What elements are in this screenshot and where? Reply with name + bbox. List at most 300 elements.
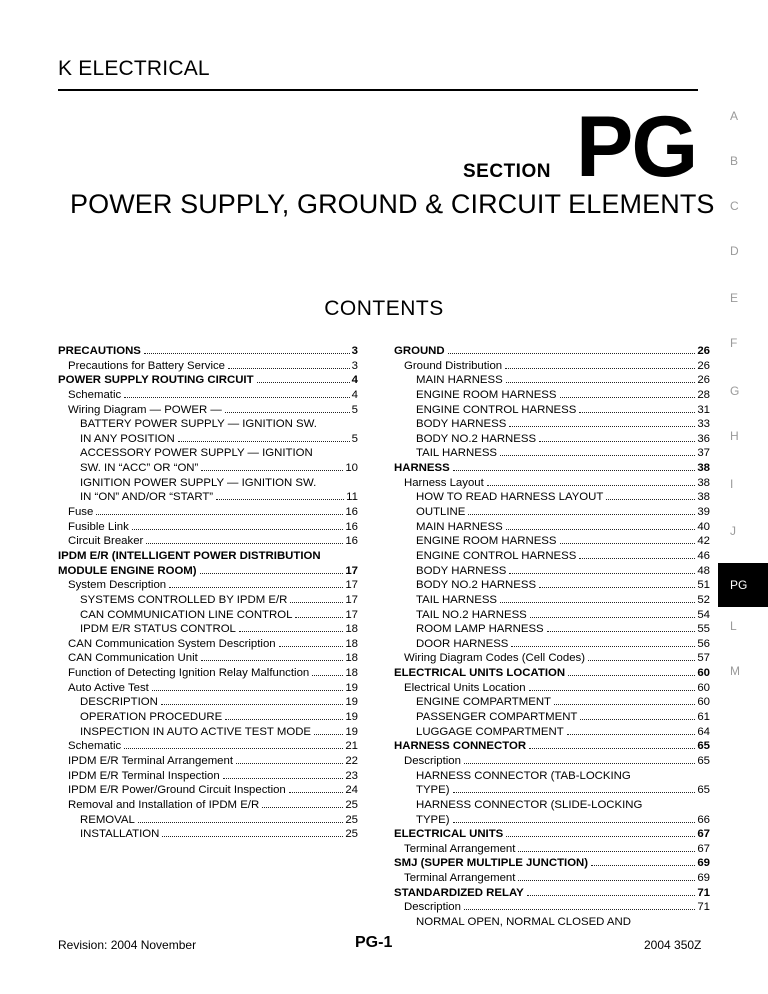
toc-entry-page: 42	[697, 535, 710, 548]
toc-left-column	[58, 344, 358, 842]
toc-entry[interactable]	[58, 622, 358, 637]
toc-dot-leader	[178, 441, 350, 442]
toc-entry[interactable]	[394, 827, 710, 842]
toc-entry-page: 40	[697, 520, 710, 533]
toc-entry-title: CAN Communication System Description	[68, 637, 276, 650]
toc-entry[interactable]	[394, 359, 710, 374]
toc-dot-leader	[200, 573, 344, 574]
toc-entry-title: TYPE)	[416, 813, 450, 826]
toc-entry[interactable]	[58, 388, 358, 403]
toc-dot-leader	[295, 617, 343, 618]
toc-entry-title: HARNESS CONNECTOR (TAB-LOCKING	[416, 769, 631, 782]
toc-entry-page: 31	[697, 403, 710, 416]
toc-entry-page: 5	[351, 432, 358, 445]
toc-dot-leader	[312, 675, 343, 676]
section-tab-f[interactable]	[718, 336, 768, 350]
toc-entry-page: 3	[351, 359, 358, 372]
toc-dot-leader	[554, 704, 695, 705]
toc-entry-page: 17	[345, 564, 358, 577]
section-tab-label: F	[730, 336, 738, 350]
toc-entry[interactable]	[394, 842, 710, 857]
toc-entry-title: IPDM E/R (INTELLIGENT POWER DISTRIBUTION	[58, 549, 321, 562]
toc-dot-leader	[567, 734, 696, 735]
toc-dot-leader	[201, 660, 344, 661]
toc-entry-title: ENGINE CONTROL HARNESS	[416, 403, 577, 416]
toc-entry-title: REMOVAL	[80, 813, 135, 826]
toc-entry-title: CAN COMMUNICATION LINE CONTROL	[80, 608, 293, 621]
section-tab-g[interactable]	[718, 384, 768, 398]
toc-entry[interactable]	[58, 754, 358, 769]
toc-dot-leader	[579, 412, 695, 413]
section-tab-label: I	[730, 477, 734, 491]
toc-dot-leader	[509, 426, 695, 427]
toc-entry-page: 71	[697, 886, 710, 899]
toc-entry[interactable]	[394, 622, 710, 637]
toc-dot-leader	[453, 822, 696, 823]
toc-entry[interactable]	[394, 549, 710, 564]
toc-entry-title: Description	[404, 901, 461, 914]
toc-entry[interactable]	[394, 344, 710, 359]
toc-dot-leader	[216, 499, 344, 500]
toc-entry-title: Removal and Installation of IPDM E/R	[68, 798, 260, 811]
toc-entry[interactable]	[394, 856, 710, 871]
toc-dot-leader	[279, 646, 344, 647]
toc-entry[interactable]	[394, 388, 710, 403]
toc-entry-title: CAN Communication Unit	[68, 652, 198, 665]
toc-entry-title: Ground Distribution	[404, 359, 503, 372]
toc-entry-page: 48	[697, 564, 710, 577]
section-tab-label: E	[730, 291, 739, 305]
toc-entry-title: SYSTEMS CONTROLLED BY IPDM E/R	[80, 593, 288, 606]
toc-dot-leader	[96, 514, 343, 515]
section-tab-label: PG	[730, 578, 748, 592]
toc-entry-title: BATTERY POWER SUPPLY — IGNITION SW.	[80, 418, 317, 431]
toc-entry-title: Terminal Arrangement	[404, 842, 516, 855]
toc-entry[interactable]	[394, 520, 710, 535]
toc-entry[interactable]	[58, 373, 358, 388]
toc-entry-page: 26	[697, 374, 710, 387]
toc-entry-title: ENGINE ROOM HARNESS	[416, 535, 557, 548]
toc-entry[interactable]	[394, 710, 710, 725]
toc-entry[interactable]	[58, 564, 358, 579]
toc-entry[interactable]	[58, 534, 358, 549]
toc-entry[interactable]	[394, 769, 710, 784]
toc-entry[interactable]	[58, 359, 358, 374]
toc-entry[interactable]	[394, 666, 710, 681]
section-tab-label: H	[730, 429, 739, 443]
toc-entry-page: 4	[351, 374, 358, 387]
toc-dot-leader	[162, 836, 343, 837]
toc-entry-page: 16	[345, 520, 358, 533]
toc-entry-page: 60	[697, 696, 710, 709]
toc-entry[interactable]	[394, 900, 710, 915]
toc-entry[interactable]	[58, 520, 358, 535]
toc-dot-leader	[239, 631, 343, 632]
toc-entry-title: ELECTRICAL UNITS LOCATION	[394, 667, 566, 680]
toc-entry-title: IPDM E/R STATUS CONTROL	[80, 623, 236, 636]
toc-dot-leader	[257, 382, 350, 383]
toc-entry[interactable]	[394, 593, 710, 608]
toc-entry-title: OUTLINE	[416, 506, 466, 519]
toc-entry-page: 36	[697, 432, 710, 445]
toc-dot-leader	[560, 543, 696, 544]
toc-entry-title: SMJ (SUPER MULTIPLE JUNCTION)	[394, 857, 589, 870]
section-tab-label: D	[730, 244, 739, 258]
toc-entry[interactable]	[394, 813, 710, 828]
toc-entry[interactable]	[58, 710, 358, 725]
section-word: SECTION	[463, 161, 551, 182]
toc-dot-leader	[468, 514, 695, 515]
toc-entry-title: BODY HARNESS	[416, 564, 507, 577]
toc-dot-leader	[606, 499, 695, 500]
toc-dot-leader	[506, 382, 696, 383]
toc-right-column	[394, 344, 710, 930]
toc-entry[interactable]	[58, 593, 358, 608]
toc-entry[interactable]	[394, 915, 710, 930]
toc-dot-leader	[124, 397, 349, 398]
toc-entry-title: Fusible Link	[68, 520, 129, 533]
toc-entry[interactable]	[394, 725, 710, 740]
toc-entry-page: 60	[697, 681, 710, 694]
toc-entry-page: 37	[697, 447, 710, 460]
toc-dot-leader	[518, 851, 695, 852]
toc-dot-leader	[530, 617, 696, 618]
toc-entry-page: 60	[697, 667, 710, 680]
toc-entry[interactable]	[394, 476, 710, 491]
toc-entry-page: 46	[697, 549, 710, 562]
toc-dot-leader	[152, 690, 343, 691]
toc-entry[interactable]	[394, 417, 710, 432]
toc-dot-leader	[547, 631, 696, 632]
toc-entry-page: 11	[346, 491, 358, 504]
toc-entry-page: 3	[351, 345, 358, 357]
toc-entry-page: 25	[345, 798, 358, 811]
toc-entry-title: Auto Active Test	[68, 681, 149, 694]
toc-entry-title: HARNESS CONNECTOR	[394, 740, 527, 753]
toc-entry[interactable]	[58, 461, 358, 476]
toc-entry[interactable]	[58, 505, 358, 520]
toc-entry[interactable]	[394, 637, 710, 652]
toc-entry-page: 38	[697, 491, 710, 504]
toc-dot-leader	[464, 763, 695, 764]
toc-entry-title: BODY HARNESS	[416, 418, 507, 431]
toc-entry-title: HOW TO READ HARNESS LAYOUT	[416, 491, 604, 504]
toc-dot-leader	[506, 836, 695, 837]
toc-entry[interactable]	[394, 608, 710, 623]
toc-entry[interactable]	[394, 564, 710, 579]
toc-entry[interactable]	[58, 344, 358, 359]
toc-dot-leader	[464, 909, 695, 910]
toc-entry[interactable]	[58, 798, 358, 813]
toc-dot-leader	[144, 353, 350, 354]
toc-entry-page: 25	[345, 813, 358, 826]
toc-entry-title: BODY NO.2 HARNESS	[416, 579, 537, 592]
toc-entry[interactable]	[394, 754, 710, 769]
toc-entry-title: DESCRIPTION	[80, 696, 158, 709]
toc-entry[interactable]	[394, 534, 710, 549]
toc-entry-page: 18	[345, 652, 358, 665]
toc-entry-page: 18	[345, 637, 358, 650]
section-tab-e[interactable]	[718, 291, 768, 305]
contents-heading: CONTENTS	[324, 297, 444, 320]
toc-entry[interactable]	[394, 695, 710, 710]
toc-entry[interactable]	[58, 739, 358, 754]
toc-dot-leader	[527, 895, 696, 896]
toc-entry[interactable]	[394, 578, 710, 593]
toc-entry-page: 17	[345, 579, 358, 592]
toc-entry-page: 18	[345, 623, 358, 636]
toc-dot-leader	[505, 368, 695, 369]
toc-dot-leader	[161, 704, 343, 705]
toc-entry[interactable]	[394, 446, 710, 461]
toc-entry[interactable]	[58, 476, 358, 491]
toc-entry[interactable]	[394, 373, 710, 388]
toc-entry-page: 16	[345, 506, 358, 519]
toc-entry-title: IN ANY POSITION	[80, 432, 175, 445]
footer-page-number: PG-1	[355, 934, 393, 951]
toc-dot-leader	[539, 587, 695, 588]
toc-entry-page: 38	[697, 476, 710, 489]
section-tab-d[interactable]	[718, 244, 768, 258]
toc-entry[interactable]	[394, 403, 710, 418]
toc-entry-title: Description	[404, 754, 461, 767]
toc-entry-page: 39	[697, 506, 710, 519]
toc-entry-title: Schematic	[68, 740, 122, 753]
section-tab-label: A	[730, 109, 739, 123]
toc-entry-title: ENGINE ROOM HARNESS	[416, 388, 557, 401]
toc-dot-leader	[529, 748, 695, 749]
toc-entry-title: Fuse	[68, 506, 94, 519]
section-tab-j[interactable]	[718, 524, 768, 538]
toc-dot-leader	[509, 573, 695, 574]
toc-entry-title: LUGGAGE COMPARTMENT	[416, 725, 564, 738]
toc-dot-leader	[225, 719, 343, 720]
section-tab-label: M	[730, 664, 740, 678]
toc-dot-leader	[138, 822, 343, 823]
toc-entry[interactable]	[394, 490, 710, 505]
toc-entry-page: 21	[345, 740, 358, 753]
toc-entry-page: 67	[697, 842, 710, 855]
toc-entry-title: NORMAL OPEN, NORMAL CLOSED AND	[416, 915, 631, 928]
toc-entry[interactable]	[58, 651, 358, 666]
toc-dot-leader	[236, 763, 343, 764]
section-tab-pg[interactable]	[718, 563, 768, 607]
toc-entry-title: IPDM E/R Power/Ground Circuit Inspection	[68, 784, 286, 797]
section-tab-c[interactable]	[718, 199, 768, 213]
toc-entry-title: MAIN HARNESS	[416, 374, 503, 387]
footer-model: 2004 350Z	[644, 938, 702, 952]
toc-entry[interactable]	[58, 578, 358, 593]
toc-entry[interactable]	[58, 695, 358, 710]
toc-entry-page: 18	[345, 667, 358, 680]
section-tab-a[interactable]	[718, 109, 768, 123]
section-tab-label: B	[730, 154, 739, 168]
toc-entry-title: Schematic	[68, 388, 122, 401]
toc-entry-title: Function of Detecting Ignition Relay Malfunction	[68, 667, 310, 680]
toc-dot-leader	[529, 690, 696, 691]
toc-dot-leader	[262, 807, 343, 808]
toc-entry-page: 19	[345, 681, 358, 694]
toc-entry[interactable]	[58, 813, 358, 828]
toc-entry-page: 69	[697, 857, 710, 870]
toc-entry-page: 56	[697, 637, 710, 650]
toc-entry-page: 54	[697, 608, 710, 621]
toc-entry-title: Wiring Diagram — POWER —	[68, 403, 222, 416]
toc-entry-page: 61	[697, 711, 710, 724]
toc-entry-title: PASSENGER COMPARTMENT	[416, 711, 578, 724]
chapter-header: K ELECTRICAL	[58, 57, 210, 80]
toc-dot-leader	[539, 441, 695, 442]
toc-entry-title: TYPE)	[416, 784, 450, 797]
toc-dot-leader	[453, 792, 696, 793]
toc-entry-title: ROOM LAMP HARNESS	[416, 623, 544, 636]
toc-entry[interactable]	[394, 461, 710, 476]
toc-entry-page: 22	[345, 754, 358, 767]
section-tab-label: J	[730, 524, 736, 538]
toc-entry-title: IPDM E/R Terminal Arrangement	[68, 754, 234, 767]
toc-dot-leader	[225, 412, 350, 413]
toc-entry[interactable]	[58, 446, 358, 461]
section-tab-label: G	[730, 384, 740, 398]
toc-dot-leader	[124, 748, 343, 749]
toc-entry-title: TAIL HARNESS	[416, 593, 498, 606]
toc-entry-title: Circuit Breaker	[68, 535, 144, 548]
toc-entry-title: BODY NO.2 HARNESS	[416, 432, 537, 445]
toc-entry-page: 26	[697, 359, 710, 372]
toc-dot-leader	[314, 734, 343, 735]
toc-dot-leader	[289, 792, 344, 793]
toc-entry-title: IGNITION POWER SUPPLY — IGNITION SW.	[80, 476, 317, 489]
toc-entry[interactable]	[58, 417, 358, 432]
toc-entry-page: 66	[697, 813, 710, 826]
toc-entry-page: 25	[345, 828, 358, 841]
toc-dot-leader	[500, 602, 695, 603]
toc-entry-page: 51	[697, 579, 710, 592]
toc-dot-leader	[223, 778, 344, 779]
toc-entry-page: 26	[697, 345, 710, 357]
toc-entry-title: GROUND	[394, 345, 445, 357]
toc-entry-title: Terminal Arrangement	[404, 872, 516, 885]
toc-entry-title: Electrical Units Location	[404, 681, 526, 694]
toc-dot-leader	[580, 719, 695, 720]
toc-entry-title: Wiring Diagram Codes (Cell Codes)	[404, 652, 586, 665]
toc-entry-page: 69	[697, 872, 710, 885]
section-tab-label: L	[730, 619, 737, 633]
toc-entry-title: MODULE ENGINE ROOM)	[58, 564, 197, 577]
section-tab-m[interactable]	[718, 664, 768, 678]
toc-entry-page: 19	[345, 696, 358, 709]
section-tab-l[interactable]	[718, 619, 768, 633]
toc-entry-page: 19	[345, 725, 358, 738]
toc-entry-page: 10	[345, 462, 358, 475]
toc-entry[interactable]	[58, 549, 358, 564]
toc-entry-page: 55	[697, 623, 710, 636]
toc-entry[interactable]	[58, 666, 358, 681]
toc-entry[interactable]	[394, 783, 710, 798]
toc-dot-leader	[518, 880, 695, 881]
toc-entry-title: Harness Layout	[404, 476, 484, 489]
toc-entry-title: INSPECTION IN AUTO ACTIVE TEST MODE	[80, 725, 312, 738]
toc-entry-page: 5	[351, 403, 358, 416]
toc-dot-leader	[453, 470, 696, 471]
toc-entry-page: 33	[697, 418, 710, 431]
toc-dot-leader	[579, 558, 695, 559]
toc-entry-title: INSTALLATION	[80, 828, 160, 841]
toc-dot-leader	[228, 368, 350, 369]
toc-entry-title: ENGINE COMPARTMENT	[416, 696, 552, 709]
toc-entry-page: 67	[697, 828, 710, 841]
toc-dot-leader	[560, 397, 696, 398]
section-code: PG	[576, 99, 697, 195]
footer-revision: Revision: 2004 November	[58, 938, 197, 952]
toc-entry-page: 57	[697, 652, 710, 665]
section-tab-b[interactable]	[718, 154, 768, 168]
toc-entry[interactable]	[394, 798, 710, 813]
toc-entry[interactable]	[394, 681, 710, 696]
toc-entry-page: 28	[697, 388, 710, 401]
toc-dot-leader	[448, 353, 696, 354]
toc-entry-page: 38	[697, 462, 710, 475]
toc-entry-page: 52	[697, 593, 710, 606]
toc-entry-title: SW. IN “ACC” OR “ON”	[80, 462, 199, 475]
toc-dot-leader	[290, 602, 343, 603]
toc-entry-title: Precautions for Battery Service	[68, 359, 226, 372]
toc-entry[interactable]	[58, 769, 358, 784]
toc-entry[interactable]	[58, 403, 358, 418]
toc-entry-title: PRECAUTIONS	[58, 345, 141, 357]
toc-entry[interactable]	[394, 432, 710, 447]
toc-dot-leader	[511, 646, 695, 647]
toc-entry-page: 16	[345, 535, 358, 548]
toc-entry[interactable]	[394, 505, 710, 520]
toc-entry-page: 4	[351, 388, 358, 401]
toc-dot-leader	[146, 543, 343, 544]
toc-entry-title: ACCESSORY POWER SUPPLY — IGNITION	[80, 447, 313, 460]
toc-entry-page: 71	[697, 901, 710, 914]
toc-entry-title: OPERATION PROCEDURE	[80, 711, 223, 724]
toc-dot-leader	[169, 587, 343, 588]
toc-entry-title: POWER SUPPLY ROUTING CIRCUIT	[58, 374, 254, 387]
section-tab-i[interactable]	[718, 477, 768, 491]
toc-entry-title: IPDM E/R Terminal Inspection	[68, 769, 220, 782]
toc-entry[interactable]	[58, 783, 358, 798]
toc-dot-leader	[591, 865, 695, 866]
toc-entry-page: 17	[345, 593, 358, 606]
toc-entry-title: TAIL NO.2 HARNESS	[416, 608, 527, 621]
page-title: POWER SUPPLY, GROUND & CIRCUIT ELEMENTS	[70, 189, 715, 219]
section-tab-h[interactable]	[718, 429, 768, 443]
toc-entry-title: MAIN HARNESS	[416, 520, 503, 533]
toc-dot-leader	[568, 675, 695, 676]
toc-entry[interactable]	[58, 637, 358, 652]
toc-entry[interactable]	[58, 827, 358, 842]
toc-entry[interactable]	[394, 651, 710, 666]
toc-entry[interactable]	[58, 608, 358, 623]
toc-entry-page: 64	[697, 725, 710, 738]
toc-entry[interactable]	[58, 725, 358, 740]
toc-entry-title: STANDARDIZED RELAY	[394, 886, 524, 899]
toc-entry[interactable]	[394, 886, 710, 901]
toc-entry[interactable]	[58, 432, 358, 447]
toc-entry[interactable]	[58, 681, 358, 696]
toc-entry[interactable]	[394, 739, 710, 754]
toc-dot-leader	[132, 529, 344, 530]
toc-entry-page: 65	[697, 784, 710, 797]
toc-entry[interactable]	[394, 871, 710, 886]
toc-entry-title: HARNESS CONNECTOR (SLIDE-LOCKING	[416, 798, 643, 811]
toc-entry[interactable]	[58, 490, 358, 505]
toc-dot-leader	[500, 455, 695, 456]
